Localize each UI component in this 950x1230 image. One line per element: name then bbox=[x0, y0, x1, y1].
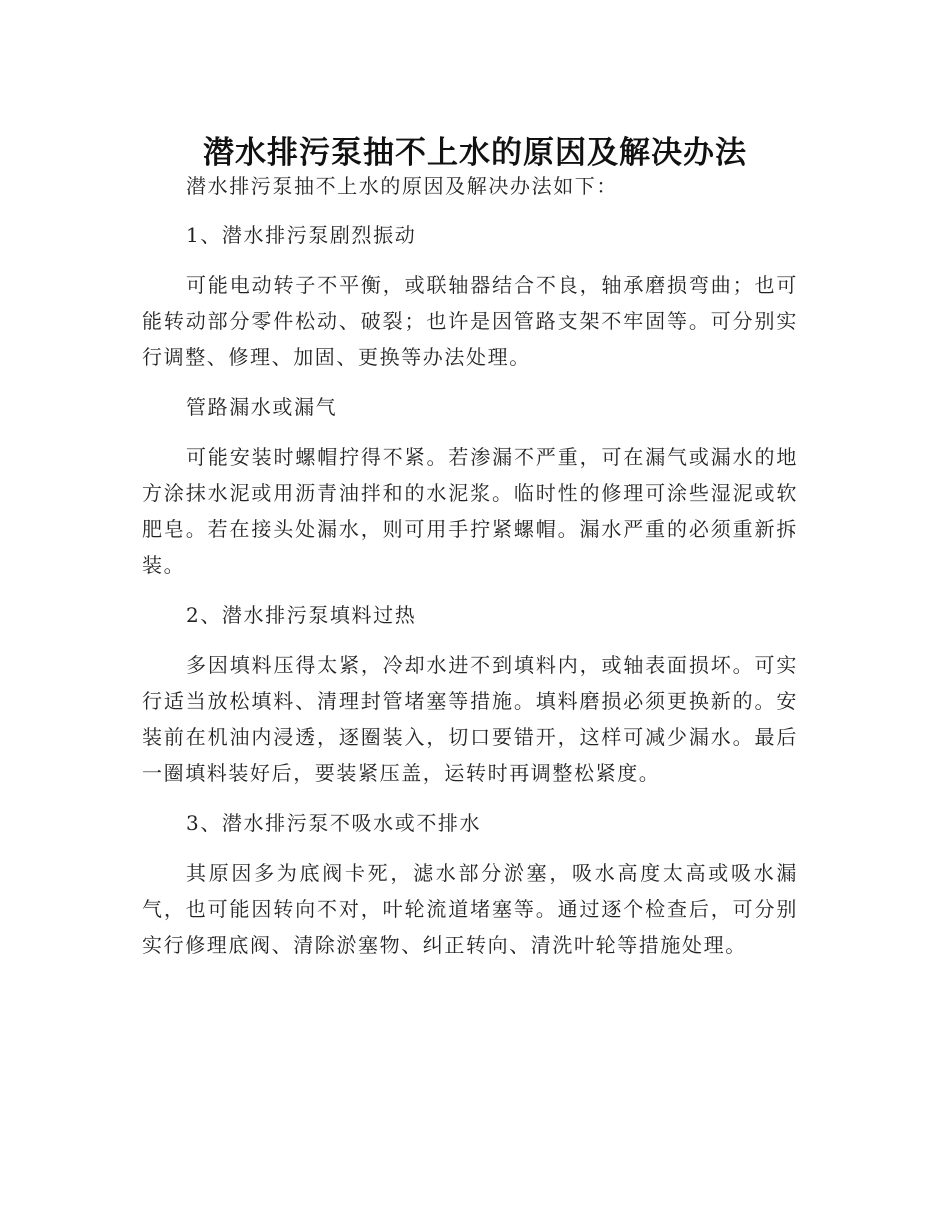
section-heading: 1、潜水排污泵剧烈振动 bbox=[186, 223, 417, 247]
section-body: 可能安装时螺帽拧得不紧。若渗漏不严重，可在漏气或漏水的地方涂抹水泥或用沥青油拌和的水泥浆。临时性的修理可涂些湿泥或软肥皂。若在接头处漏水，则可用手拧紧螺帽。漏水严重的必须重新拆装。 bbox=[142, 445, 798, 577]
intro-paragraph: 潜水排污泵抽不上水的原因及解决办法如下： bbox=[186, 174, 618, 198]
section-body: 其原因多为底阀卡死，滤水部分淤塞，吸水高度太高或吸水漏气，也可能因转向不对，叶轮流道堵塞等。通过逐个检查后，可分别实行修理底阀、清除淤塞物、纠正转向、清洗叶轮等措施处理。 bbox=[142, 861, 798, 957]
section-heading: 管路漏水或漏气 bbox=[186, 395, 338, 419]
section-heading: 2、潜水排污泵填料过热 bbox=[186, 603, 417, 627]
section-body: 可能电动转子不平衡，或联轴器结合不良，轴承磨损弯曲；也可能转动部分零件松动、破裂；也许是因管路支架不牢固等。可分别实行调整、修理、加固、更换等办法处理。 bbox=[142, 273, 798, 369]
section-heading: 3、潜水排污泵不吸水或不排水 bbox=[186, 811, 482, 835]
document-title: 潜水排污泵抽不上水的原因及解决办法 bbox=[203, 134, 747, 171]
document-body bbox=[142, 168, 798, 963]
section-body: 多因填料压得太紧，冷却水进不到填料内，或轴表面损坏。可实行适当放松填料、清理封管堵塞等措施。填料磨损必须更换新的。安装前在机油内浸透，逐圈装入，切口要错开，这样可减少漏水。最后一圈填料装好后，要装紧压盖，运转时再调整松紧度。 bbox=[142, 653, 798, 785]
